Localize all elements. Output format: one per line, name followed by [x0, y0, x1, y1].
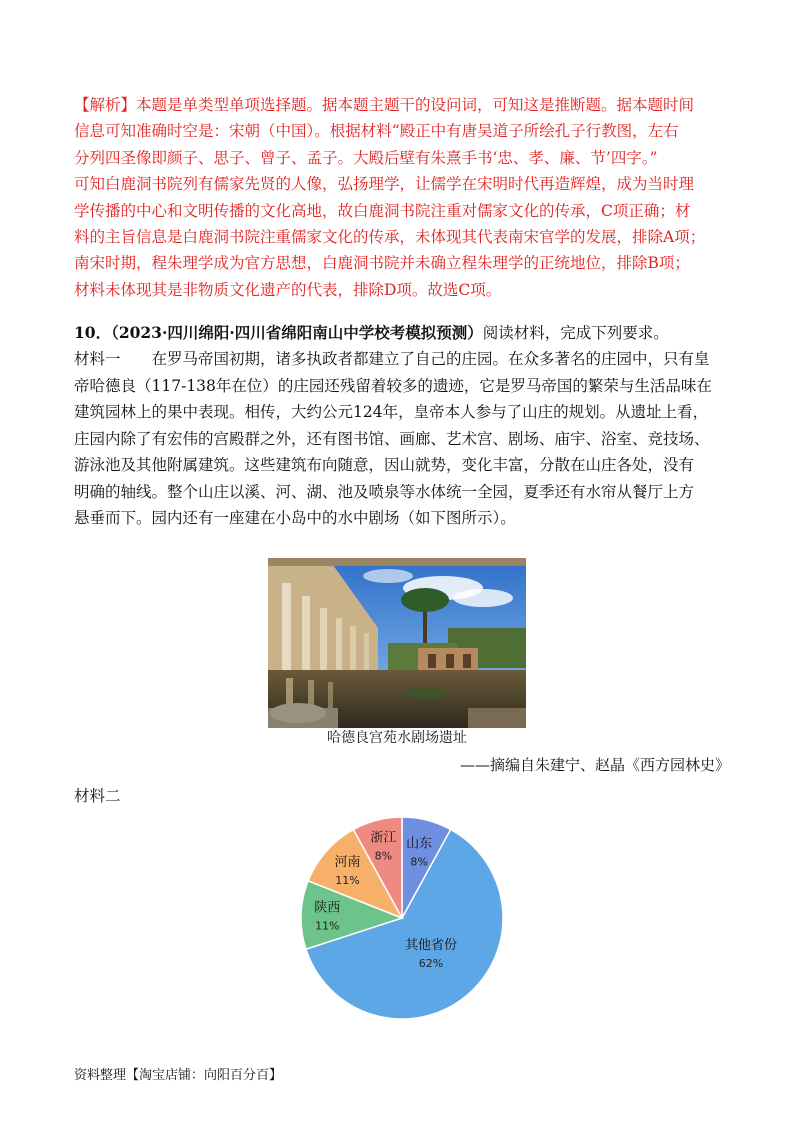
- pie-label-3: 河南: [334, 854, 361, 870]
- material-line: 悬垂而下。园内还有一座建在小岛中的水中剧场（如下图所示）。: [74, 509, 516, 527]
- pie-value-3: 11%: [335, 873, 360, 887]
- image-caption: 哈德良宫苑水剧场遗址: [327, 730, 467, 746]
- analysis-line: 信息可知准确时空是：宋朝（中国）。根据材料“殿正中有唐吴道子所绘孔子行教图，左右: [74, 122, 679, 141]
- pie-label-1: 其他省份: [404, 938, 457, 954]
- pie-chart: [290, 812, 520, 1022]
- pie-label-4: 浙江: [370, 830, 397, 846]
- question-heading: [74, 320, 734, 346]
- material-source: ——摘编自朱建宁、赵晶《西方园林史》: [459, 756, 730, 774]
- material-line: 建筑园林上的果中表现。相传，大约公元124年，皇帝本人参与了山庄的规划。从遗址上看，: [74, 403, 709, 421]
- material-two-label: 材料二: [74, 787, 121, 805]
- question-source: （2023·四川绵阳·四川省绵阳南山中学校考模拟预测）: [111, 323, 483, 342]
- question-number: 10．: [74, 323, 112, 342]
- analysis-line: 【解析】本题是单类型单项选择题。据本题主题干的设问词，可知这是推断题。据本题时间: [74, 96, 695, 114]
- analysis-line: 可知白鹿洞书院列有儒家先贤的人像，弘扬理学，让儒学在宋明时代再造辉煌，成为当时理: [74, 175, 695, 194]
- water-theatre-photo: [268, 558, 526, 728]
- pie-value-0: 8%: [410, 855, 428, 869]
- material-one: [74, 346, 729, 532]
- material-line: 游泳池及其他附属建筑。这些建筑布向随意，因山就势，变化丰富，分散在山庄各处，没有: [74, 456, 695, 474]
- pie-value-4: 8%: [374, 849, 393, 863]
- footer-note: 资料整理【淘宝店铺：向阳百分百】: [74, 1068, 283, 1083]
- material-line: 帝哈德良（117-138年在位）的庄园还残留着较多的遗迹，它是罗马帝国的繁荣与生活品味在: [74, 376, 712, 395]
- pie-value-2: 11%: [315, 919, 340, 933]
- analysis-line: 南宋时期，程朱理学成为官方思想，白鹿洞书院并未确立程朱理学的正统地位，排除B项；: [74, 254, 690, 273]
- question-prompt: 阅读材料，完成下列要求。: [482, 324, 669, 342]
- analysis-line: 材料未体现其是非物质文化遗产的代表，排除D项。故选C项。: [74, 280, 502, 299]
- analysis-line: 学传播的中心和文明传播的文化高地，故白鹿洞书院注重对儒家文化的传承，C项正确；材: [74, 201, 691, 220]
- material-line: 材料一 在罗马帝国初期，诸多执政者都建立了自己的庄园。在众多著名的庄园中，只有皇: [74, 350, 710, 368]
- analysis-line: 分列四圣像即颜子、思子、曾子、孟子。大殿后壁有朱熹手书‘忠、孝、廉、节’四字。”: [74, 148, 658, 167]
- analysis-line: 料的主旨信息是白鹿洞书院注重儒家文化的传承，未体现其代表南宋官学的发展，排除A项；: [74, 228, 706, 247]
- pie-value-1: 62%: [418, 957, 444, 971]
- pie-label-2: 陕西: [314, 900, 341, 916]
- material-line: 庄园内除了有宏伟的宫殿群之外，还有图书馆、画廊、艺术宫、剧场、庙宇、浴室、竞技场、: [74, 429, 710, 448]
- analysis-block: [74, 92, 729, 303]
- material-line: 明确的轴线。整个山庄以溪、河、湖、池及喷泉等水体统一全园，夏季还有水帘从餐厅上方: [74, 482, 695, 501]
- pie-label-0: 山东: [406, 836, 433, 852]
